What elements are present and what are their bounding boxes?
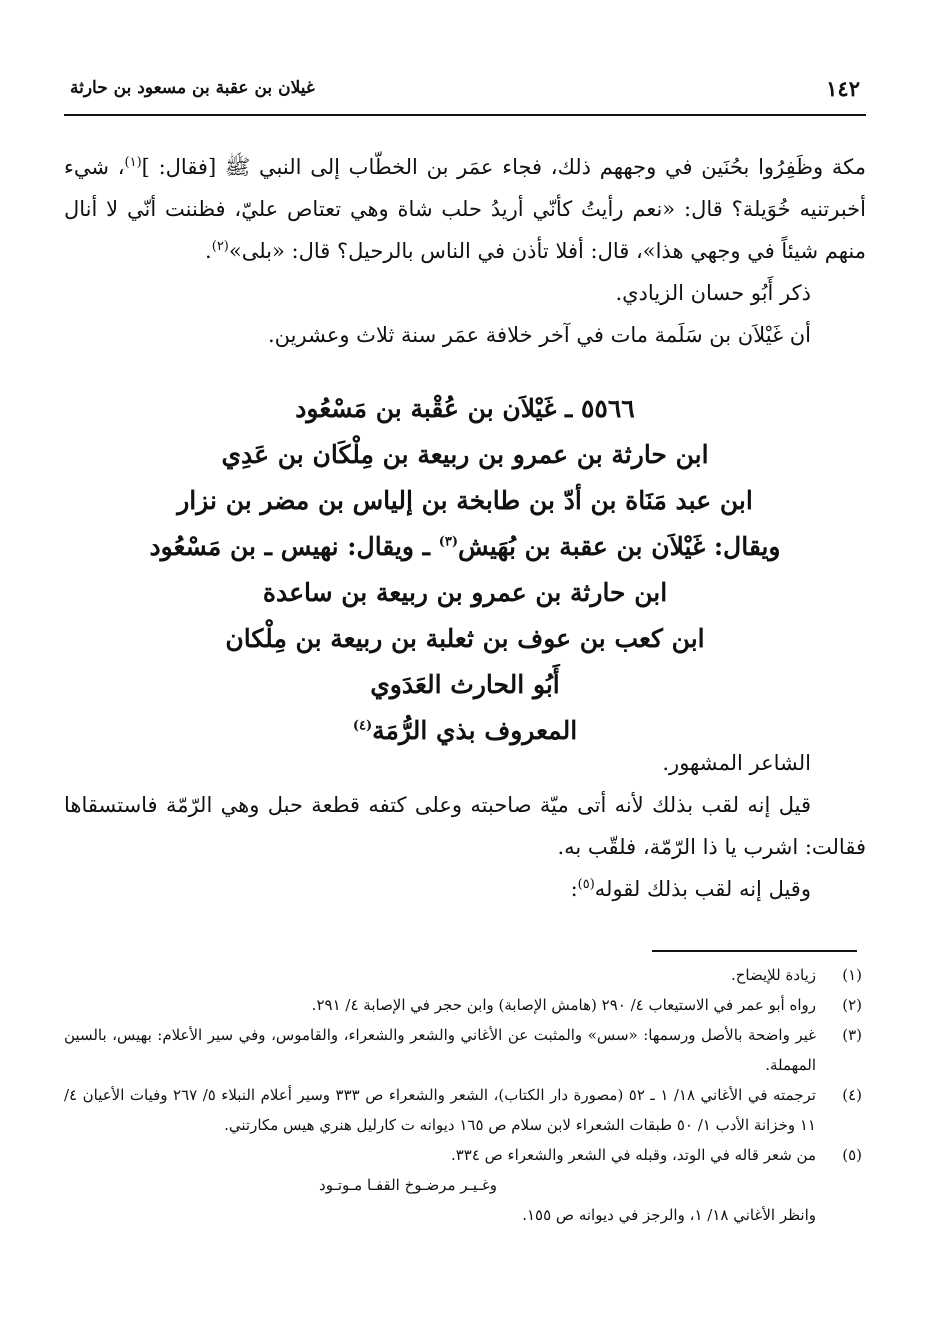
poet-line: الشاعر المشهور. [662, 751, 811, 775]
footnote-separator [652, 950, 857, 952]
footnote-5 [64, 1140, 862, 1170]
footnotes [64, 960, 862, 1230]
footnote-4 [64, 1080, 862, 1140]
intro-paragraph: مكة وظَفِرُوا بحُنَين في وجههم ذلك، فجاء عمَر بن الخطّاب إلى النبي ﷺ [فقال: ]$^{(١)}$، شيء أخبرتنيه خُوَيلة؟ قال: «نعم رأيتُ كأنّي أريدُ حلب شاة وهي تعتاص عليّ، فظننت أنّي لا أنال منهم شيئاً في وجهي هذا»، قال: أفلا تأذن في الناس بالرحيل؟ قال: «بلى»$^{(٢)}$. [64, 155, 866, 263]
footnote-text: ترجمته في الأغاني ١٨/ ١ ـ ٥٢ (مصورة دار الكتاب)، الشعر والشعراء ص ٣٣٣ وسير أعلام النبلاء ٥/ ٢٦٧ وفيات الأعيان ٤/ ١١ وخزانة الأدب ١/ ٥٠ طبقات الشعراء لابن سلام ص ١٦٥ ديوانه ت كارليل هنري هيس مكارتني. [64, 1086, 816, 1134]
entry-heading [64, 386, 866, 754]
footnote-3 [64, 1020, 862, 1080]
entry-lineage-1: ابن حارثة بن عمرو بن ربيعة بن مِلْكَان بن عَدِي [221, 440, 709, 469]
footnote-text: غير واضحة بالأصل ورسمها: «سس» والمثبت عن الأغاني والشعر والشعراء، والقاموس، وفي سير الأعلام: بهيس، بالسين المهملة. [64, 1026, 816, 1074]
footnote-ref-2[interactable]: (٢) [211, 239, 229, 254]
footnote-ref-3[interactable]: (٣) [438, 534, 459, 550]
footnote-number: (٥) [842, 1146, 862, 1164]
footnote-ref-4[interactable]: (٤) [352, 718, 373, 734]
intro-text [64, 146, 866, 356]
entry-lineage-4: ابن حارثة بن عمرو بن ربيعة بن ساعدة [262, 578, 668, 607]
footnote-ref-1[interactable]: (١) [124, 155, 142, 170]
entry-laqab: المعروف بذي الرُّمَة$^{(٤)}$ [352, 716, 578, 745]
footnote-5-continuation: وانظر الأغاني ١٨/ ١، والرجز في ديوانه ص ١٥٥. [522, 1206, 816, 1224]
entry-title: ٥٥٦٦ ـ غَيْلاَن بن عُقْبة بن مَسْعُود [295, 394, 635, 423]
footnote-5-verse: وغـيـر مرضـوخ القفـا مـوتـود [319, 1176, 497, 1194]
entry-lineage-2: ابن عبد مَنَاة بن أدّ بن طابخة بن إلياس بن مضر بن نزار [177, 486, 753, 515]
entry-lineage-5: ابن كعب بن عوف بن ثعلبة بن ربيعة بن مِلْكان [225, 624, 705, 653]
running-head: غيلان بن عقبة بن مسعود بن حارثة [70, 78, 315, 98]
laqab-quote-line: وقيل إنه لقب بذلك لقوله$^{(٥)}$: [570, 877, 811, 901]
page-header [64, 70, 866, 116]
footnote-number: (١) [842, 966, 862, 984]
footnote-2 [64, 990, 862, 1020]
laqab-paragraph: قيل إنه لقب بذلك لأنه أتى ميّة صاحبته وعلى كتفه قطعة حبل وهي الرّمّة فاستسقاها فقالت: اشرب يا ذا الرّمّة، فلقّب به. [64, 793, 866, 859]
footnote-number: (٤) [842, 1086, 862, 1104]
footnote-number: (٢) [842, 996, 862, 1014]
footnote-1 [64, 960, 862, 990]
page-number: ١٤٢ [826, 76, 860, 101]
footnote-number: (٣) [842, 1026, 862, 1044]
footnote-text: زيادة للإيضاح. [730, 966, 816, 984]
entry-lineage-3: ويقال: غَيْلاَن بن عقبة بن بُهَيش$^{(٣)}$ ـ ويقال: نهيس ـ بن مَسْعُود [149, 532, 781, 561]
intro-line-zikr: ذكر أَبُو حسان الزيادي. [615, 281, 811, 305]
intro-line-death: أن غَيْلاَن بن سَلَمة مات في آخر خلافة عمَر سنة ثلاث وعشرين. [268, 323, 811, 347]
body-text [64, 742, 866, 910]
entry-kunya: أَبُو الحارث العَدَوي [370, 670, 560, 699]
footnote-ref-5[interactable]: (٥) [577, 877, 595, 892]
footnote-text: رواه أبو عمر في الاستيعاب ٤/ ٢٩٠ (هامش الإصابة) وابن حجر في الإصابة ٤/ ٢٩١. [311, 996, 816, 1014]
footnote-text: من شعر قاله في الوتد، وقبله في الشعر والشعراء ص ٣٣٤. [450, 1146, 816, 1164]
